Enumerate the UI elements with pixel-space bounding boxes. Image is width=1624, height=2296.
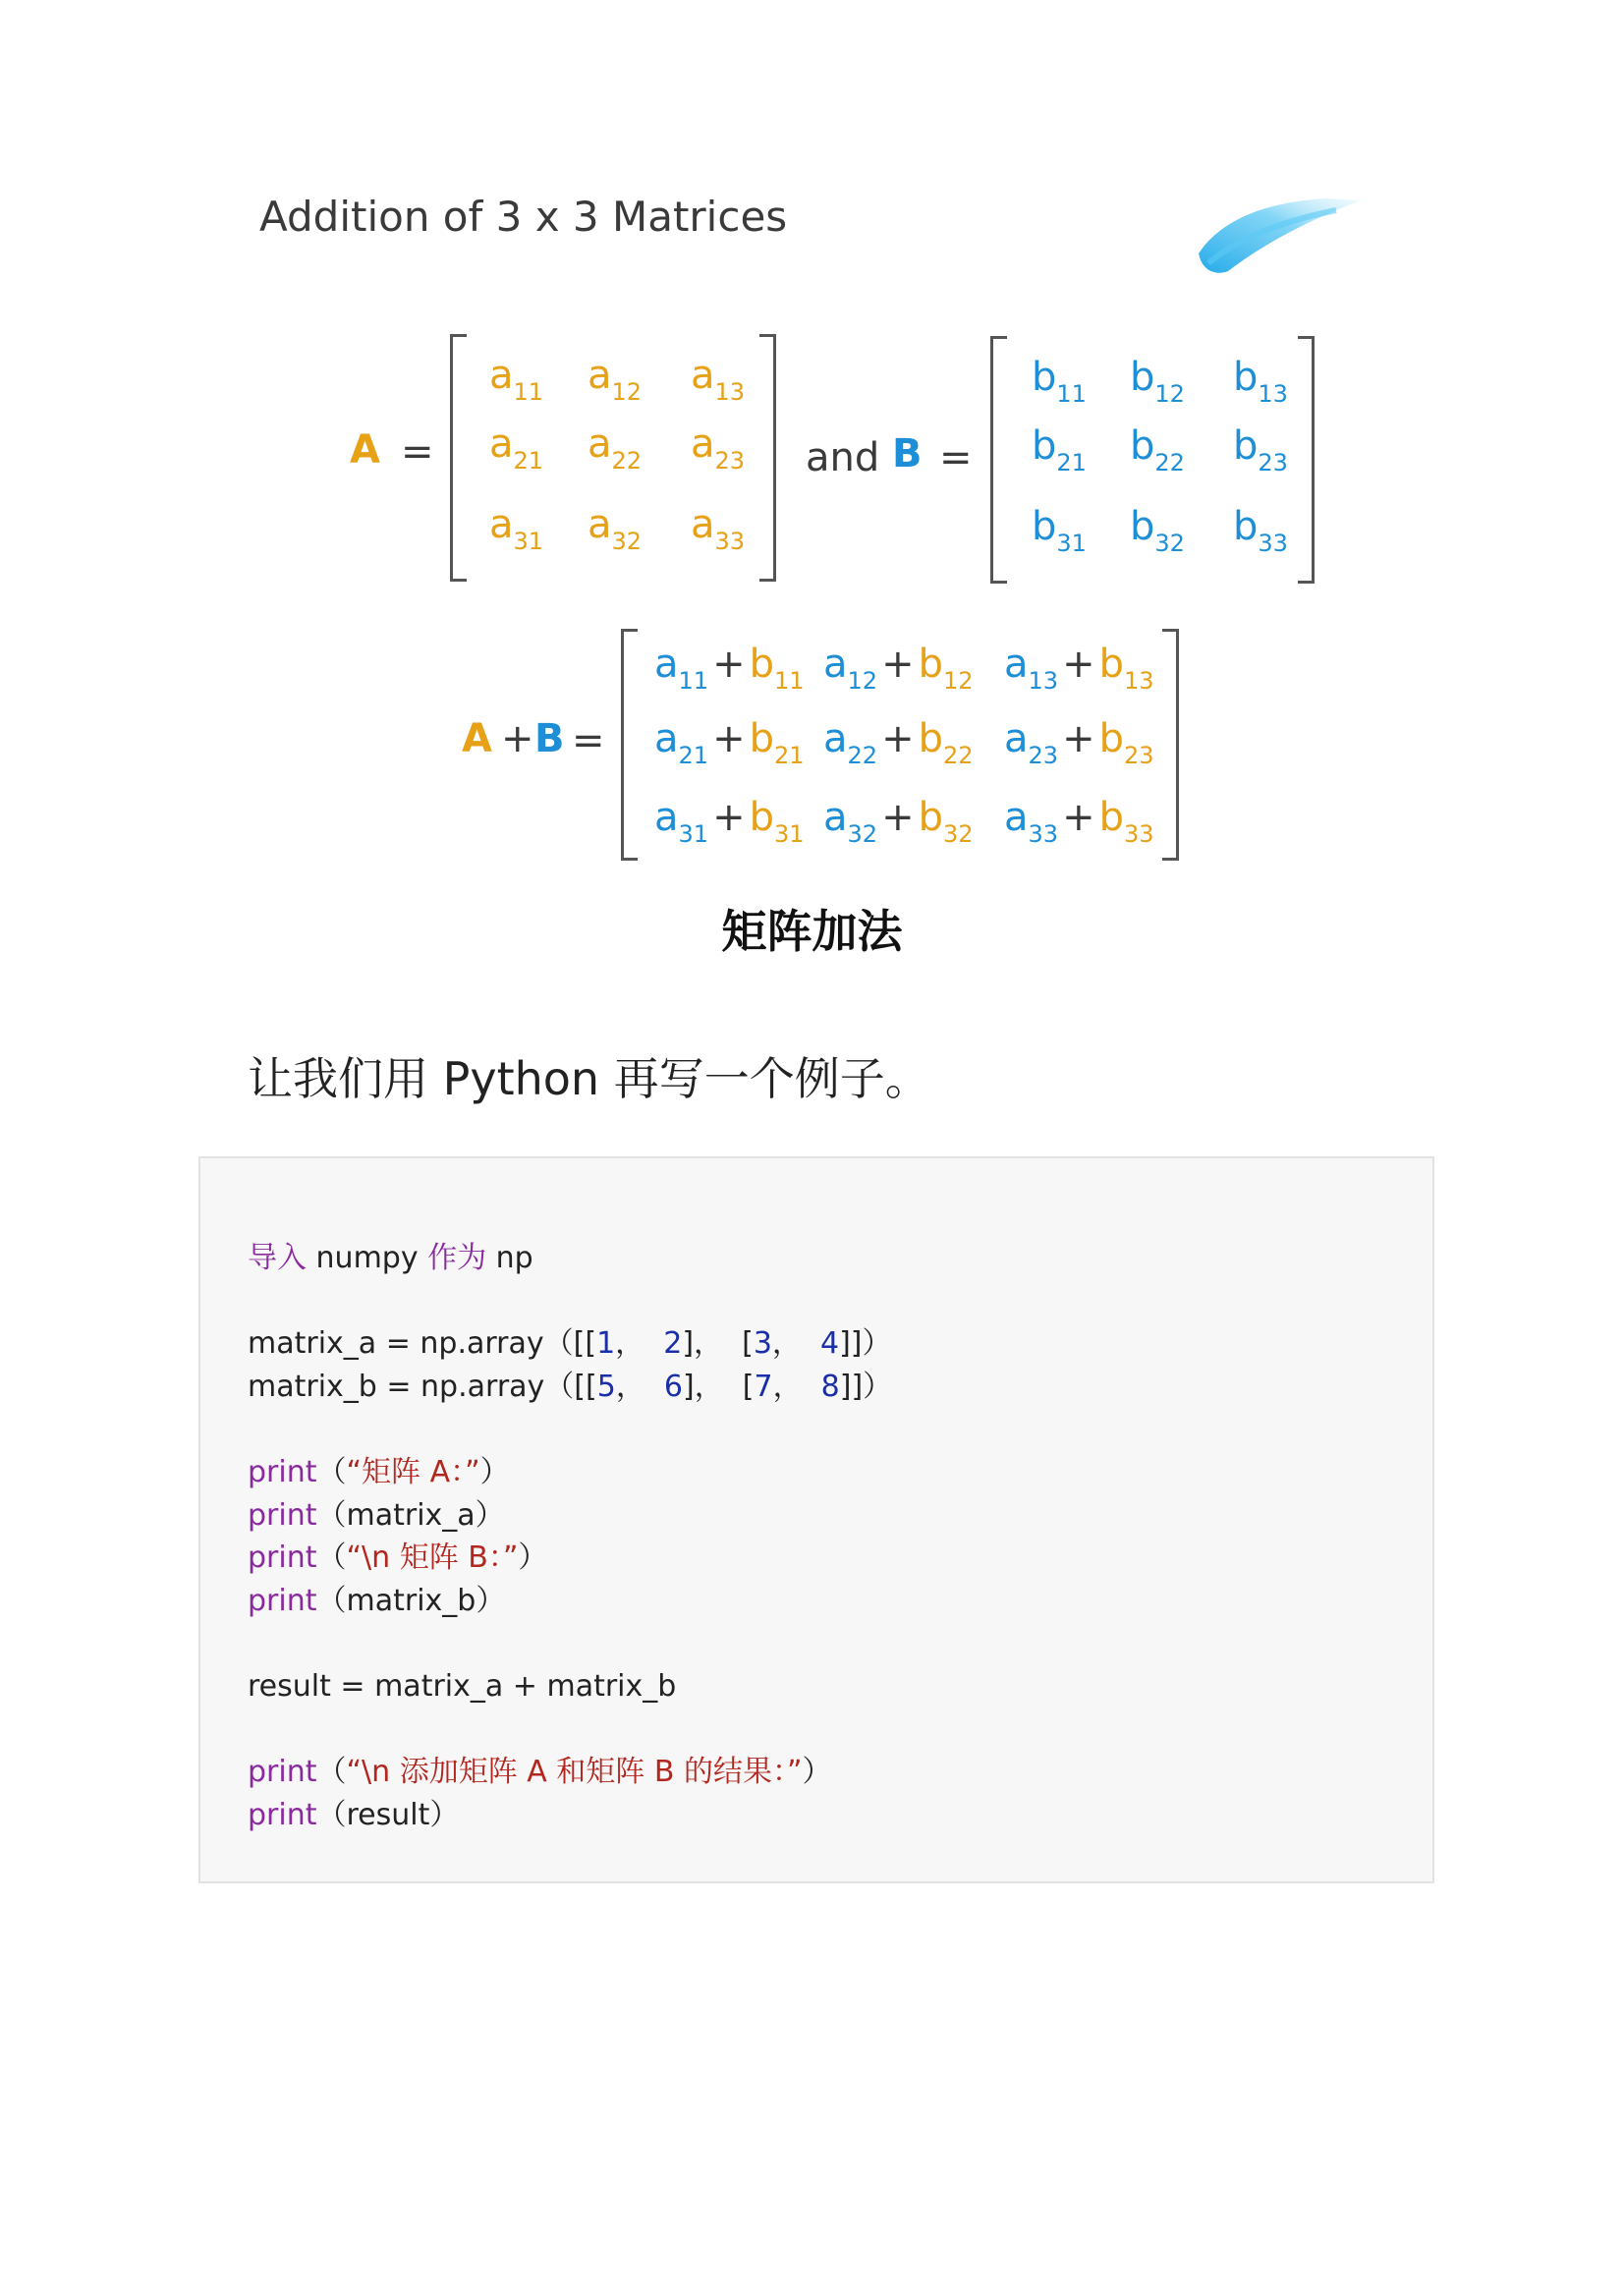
- label-b: B: [892, 431, 923, 476]
- matrix-b-element: $b_{32}$: [1130, 504, 1185, 557]
- matrix-a-element: $a_{12}$: [588, 353, 643, 406]
- sum-matrix-left-bracket: [621, 629, 638, 861]
- keyword: 导入: [248, 1241, 307, 1275]
- code-line-print-b-label: [248, 1540, 548, 1575]
- brush-stroke-decoration: [1189, 195, 1385, 283]
- code-text: np: [486, 1241, 533, 1275]
- equals-sign: =: [401, 429, 434, 475]
- code-text: （: [316, 1540, 347, 1575]
- matrix-a-element: $a_{33}$: [691, 502, 746, 555]
- number: 4: [819, 1326, 840, 1361]
- code-text: （matrix_b）: [316, 1584, 506, 1618]
- matrix-a-element: $a_{22}$: [588, 421, 643, 475]
- code-text: （matrix_a）: [316, 1498, 505, 1533]
- code-line-matrix-a: [248, 1326, 892, 1361]
- code-line-print-a-label: [248, 1455, 510, 1489]
- number: 5: [596, 1370, 616, 1404]
- number: 3: [753, 1326, 772, 1361]
- code-text: numpy: [307, 1241, 428, 1275]
- number: 1: [596, 1326, 616, 1361]
- code-text: ]]）: [839, 1370, 893, 1404]
- code-text: ]， [: [682, 1370, 755, 1404]
- figure-caption: 矩阵加法: [721, 905, 903, 958]
- matrix-b-left-bracket: [990, 336, 1007, 584]
- number: 2: [663, 1326, 683, 1361]
- matrix-a-element: $a_{23}$: [691, 421, 746, 475]
- matrix-b-element: $b_{21}$: [1032, 423, 1087, 476]
- code-text: （: [316, 1755, 347, 1789]
- code-text: matrix_b = np.array（[[: [248, 1370, 597, 1404]
- sum-label-a: A: [462, 716, 492, 761]
- code-line-result: result = matrix_a + matrix_b: [248, 1669, 677, 1704]
- sum-matrix-element: $a_{22} + b_{22}$: [823, 716, 974, 769]
- number: 8: [820, 1370, 840, 1404]
- sum-label-b: B: [534, 716, 565, 761]
- sum-matrix-element: $a_{32} + b_{32}$: [823, 795, 974, 848]
- keyword: print: [248, 1498, 317, 1533]
- matrix-a-element: $a_{11}$: [489, 353, 544, 406]
- keyword: 作为: [427, 1241, 487, 1275]
- keyword: print: [248, 1798, 317, 1832]
- string-literal: “矩阵 A：”: [346, 1455, 480, 1489]
- sum-matrix-element: $a_{11} + b_{11}$: [654, 642, 805, 695]
- keyword: print: [248, 1755, 317, 1789]
- number: 6: [663, 1370, 683, 1404]
- matrix-a-element: $a_{32}$: [588, 502, 643, 555]
- matrix-a-right-bracket: [759, 334, 776, 582]
- keyword: print: [248, 1584, 317, 1618]
- sum-matrix-element: $a_{33} + b_{33}$: [1004, 795, 1154, 848]
- code-text: ]]）: [839, 1326, 892, 1361]
- matrix-b-element: $b_{12}$: [1130, 355, 1185, 408]
- code-line-print-a: [248, 1498, 505, 1533]
- sum-matrix-element: $a_{23} + b_{23}$: [1004, 716, 1154, 769]
- code-text: ，: [772, 1370, 821, 1404]
- sum-matrix-element: $a_{12} + b_{12}$: [823, 642, 974, 695]
- code-line-import: [248, 1241, 533, 1275]
- matrix-a-left-bracket: [450, 334, 467, 582]
- figure-title: Addition of 3 x 3 Matrices: [259, 193, 788, 241]
- and-text: and: [806, 435, 880, 480]
- sum-matrix-element: $a_{31} + b_{31}$: [654, 795, 805, 848]
- matrix-a-element: $a_{13}$: [691, 353, 746, 406]
- keyword: print: [248, 1455, 317, 1489]
- matrix-b-element: $b_{33}$: [1233, 504, 1288, 557]
- sum-matrix-element: $a_{21} + b_{21}$: [654, 716, 805, 769]
- code-text: ，: [771, 1326, 820, 1361]
- keyword: print: [248, 1540, 317, 1575]
- number: 7: [754, 1370, 773, 1404]
- code-line-print-result: [248, 1798, 460, 1832]
- code-text: ，: [615, 1370, 664, 1404]
- plus-sign: +: [501, 716, 534, 761]
- matrix-b-element: $b_{23}$: [1233, 423, 1288, 476]
- code-text: （result）: [316, 1798, 460, 1832]
- sum-matrix-element: $a_{13} + b_{13}$: [1004, 642, 1154, 695]
- matrix-b-element: $b_{31}$: [1032, 504, 1087, 557]
- code-line-print-result-label: [248, 1755, 832, 1789]
- sum-matrix-right-bracket: [1162, 629, 1179, 861]
- matrix-a-element: $a_{31}$: [489, 502, 544, 555]
- matrix-b-element: $b_{13}$: [1233, 355, 1288, 408]
- code-text: ]， [: [682, 1326, 754, 1361]
- matrix-b-right-bracket: [1298, 336, 1315, 584]
- code-line-matrix-b: [248, 1372, 892, 1402]
- matrix-b-element: $b_{11}$: [1032, 355, 1087, 408]
- equals-sign: =: [572, 718, 605, 763]
- code-text: ）: [479, 1455, 510, 1489]
- string-literal: “\n 添加矩阵 A 和矩阵 B 的结果：”: [346, 1755, 803, 1789]
- code-text: ）: [518, 1540, 548, 1575]
- matrix-a-element: $a_{21}$: [489, 421, 544, 475]
- code-text: matrix_a = np.array（[[: [248, 1326, 597, 1361]
- matrix-b-element: $b_{22}$: [1130, 423, 1185, 476]
- equals-sign: =: [939, 435, 973, 480]
- code-text: ，: [615, 1326, 664, 1361]
- code-text: （: [316, 1455, 347, 1489]
- body-paragraph: 让我们用 Python 再写一个例子。: [248, 1052, 930, 1105]
- label-a: A: [350, 427, 380, 473]
- code-line-print-b: [248, 1584, 506, 1618]
- code-text: ）: [802, 1755, 832, 1789]
- string-literal: “\n 矩阵 B：”: [346, 1540, 519, 1575]
